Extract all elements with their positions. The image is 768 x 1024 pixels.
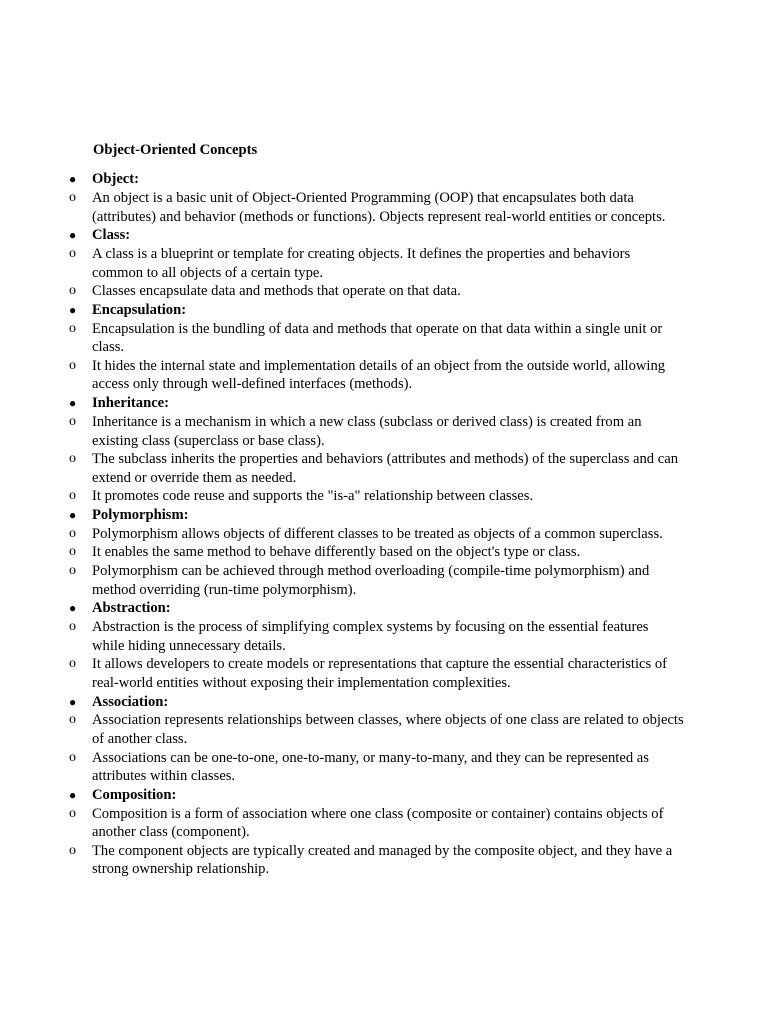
document-title: Object-Oriented Concepts xyxy=(93,142,258,158)
concept-heading-text: Composition: xyxy=(92,786,177,803)
concept-heading xyxy=(68,301,684,320)
concept-point xyxy=(68,543,684,562)
bullet-icon: ● xyxy=(69,507,77,522)
concept-heading-text: Abstraction: xyxy=(92,600,171,617)
concept-heading xyxy=(68,506,684,525)
concept-point xyxy=(68,711,684,748)
bullet-icon: ● xyxy=(69,694,77,709)
concept-heading xyxy=(68,170,684,189)
circle-bullet-icon: o xyxy=(69,189,76,205)
bullet-icon: ● xyxy=(69,228,77,243)
circle-bullet-icon: o xyxy=(69,656,76,672)
concept-point-text: A class is a blueprint or template for creating objects. It defines the properties and behaviors common to all objects of a certain type. xyxy=(92,246,631,281)
bullet-icon: ● xyxy=(69,172,77,186)
concept-point xyxy=(68,525,684,544)
circle-bullet-icon: o xyxy=(69,749,76,765)
concept-point xyxy=(68,618,684,655)
circle-bullet-icon: o xyxy=(69,451,76,467)
concept-point-text: The subclass inherits the properties and behaviors (attributes and methods) of the superclass and can extend or override them as needed. xyxy=(92,451,679,486)
concept-point-text: Encapsulation is the bundling of data and methods that operate on that data within a single unit or class. xyxy=(92,320,663,356)
concept-list xyxy=(68,170,684,879)
concept-heading xyxy=(68,226,684,245)
concept-heading xyxy=(68,394,684,413)
bullet-icon: ● xyxy=(69,396,77,411)
circle-bullet-icon: o xyxy=(69,357,76,373)
concept-point-text: An object is a basic unit of Object-Oriented Programming (OOP) that encapsulates both data (attributes) and behavior (methods or functions). Objects represent real-world entities or concepts. xyxy=(92,189,666,225)
concept-point xyxy=(68,749,684,786)
circle-bullet-icon: o xyxy=(69,283,76,299)
circle-bullet-icon: o xyxy=(69,246,76,261)
concept-point xyxy=(68,282,684,301)
concept-point xyxy=(68,655,684,692)
concept-point-text: Inheritance is a mechanism in which a new class (subclass or derived class) is created from an existing class (superclass or base class). xyxy=(92,413,642,449)
concept-heading xyxy=(68,599,684,618)
circle-bullet-icon: o xyxy=(69,619,76,635)
circle-bullet-icon: o xyxy=(69,563,76,579)
concept-point-text: It promotes code reuse and supports the "is-a" relationship between classes. xyxy=(92,488,534,505)
concept-heading xyxy=(68,693,684,712)
concept-point-text: Composition is a form of association where one class (composite or container) contains objects of another class (component). xyxy=(92,805,664,841)
concept-heading xyxy=(68,786,684,805)
concept-heading-text: Inheritance: xyxy=(92,395,170,412)
concept-point-text: It hides the internal state and implementation details of an object from the outside world, allowing access only through well-defined interfaces (methods). xyxy=(92,357,666,393)
concept-heading-text: Encapsulation: xyxy=(92,301,187,318)
concept-heading-text: Association: xyxy=(92,693,169,710)
concept-point xyxy=(68,245,684,282)
circle-bullet-icon: o xyxy=(69,413,76,429)
concept-point-text: The component objects are typically created and managed by the composite object, and they have a strong ownership relationship. xyxy=(92,842,673,878)
concept-heading-text: Class: xyxy=(92,227,131,244)
concept-point-text: It allows developers to create models or representations that capture the essential characteristics of real-world entities without exposing their implementation complexities. xyxy=(92,656,668,691)
concept-point xyxy=(68,562,684,599)
concept-point xyxy=(68,357,684,394)
concept-point-text: Association represents relationships between classes, where objects of one class are related to objects of another class. xyxy=(92,712,684,747)
concept-heading-text: Object: xyxy=(92,171,140,187)
concept-point xyxy=(68,487,684,506)
concept-point xyxy=(68,320,684,357)
circle-bullet-icon: o xyxy=(69,805,76,821)
concept-point xyxy=(68,842,684,879)
concept-point-text: Associations can be one-to-one, one-to-many, or many-to-many, and they can be represented as attributes within classes. xyxy=(92,749,649,785)
concept-point xyxy=(68,189,684,226)
concept-point xyxy=(68,450,684,487)
bullet-icon: ● xyxy=(69,787,77,802)
concept-point-text: It enables the same method to behave differently based on the object's type or class. xyxy=(92,544,581,561)
bullet-icon: ● xyxy=(69,302,77,317)
concept-point xyxy=(68,805,684,842)
concept-point-text: Polymorphism can be achieved through method overloading (compile-time polymorphism) and method overriding (run-time polymorphism). xyxy=(92,563,650,598)
circle-bullet-icon: o xyxy=(69,712,76,728)
concept-point-text: Classes encapsulate data and methods that operate on that data. xyxy=(92,283,461,300)
circle-bullet-icon: o xyxy=(69,525,76,541)
bullet-icon: ● xyxy=(69,601,77,616)
circle-bullet-icon: o xyxy=(69,320,76,336)
concept-heading-text: Polymorphism: xyxy=(92,506,189,523)
circle-bullet-icon: o xyxy=(69,842,76,858)
concept-point-text: Polymorphism allows objects of different classes to be treated as objects of a common superclass. xyxy=(92,525,663,542)
concept-point-text: Abstraction is the process of simplifying complex systems by focusing on the essential features while hiding unnecessary details. xyxy=(92,619,649,654)
concept-point xyxy=(68,413,684,450)
circle-bullet-icon: o xyxy=(69,488,76,504)
circle-bullet-icon: o xyxy=(69,544,76,560)
